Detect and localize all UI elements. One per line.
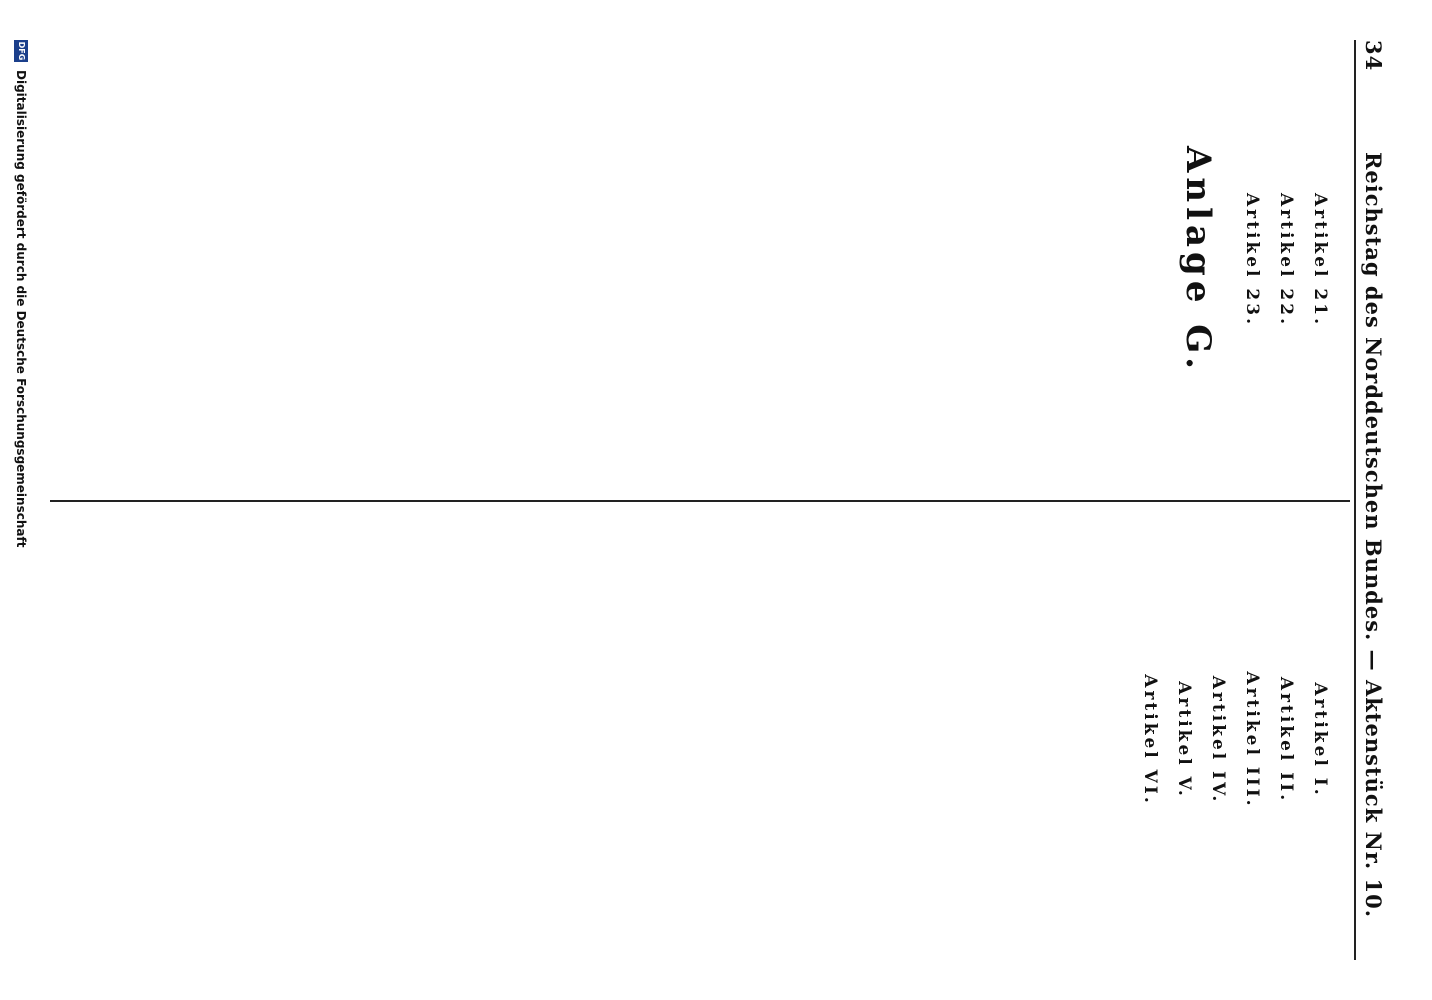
article-4-heading: Artikel IV. [1208,675,1228,805]
page-number: 34 [1361,40,1386,72]
anlage-heading: Anlage G. [1178,146,1218,374]
digitization-note: Digitalisierung gefördert durch die Deutsche Forschungsgemeinschaft [14,70,28,548]
running-title: Reichstag des Norddeutschen Bundes. — Aktenstück Nr. 10. [1361,151,1386,919]
article-21-heading: Artikel 21. [1310,192,1330,327]
left-column [54,40,1344,480]
article-22-heading: Artikel 22. [1276,192,1296,327]
digitization-footer [14,40,28,960]
article-2-heading: Artikel II. [1276,676,1296,804]
article-3-heading: Artikel III. [1242,671,1262,809]
article-5-heading: Artikel V. [1174,681,1194,799]
article-1-heading: Artikel I. [1310,682,1330,798]
article-6-heading: Artikel VI. [1140,674,1160,806]
column-divider [50,500,1350,502]
header-rule [1354,40,1356,960]
right-column [54,520,1344,960]
article-23-heading: Artikel 23. [1242,192,1262,327]
dfg-logo: DFG [14,40,28,62]
